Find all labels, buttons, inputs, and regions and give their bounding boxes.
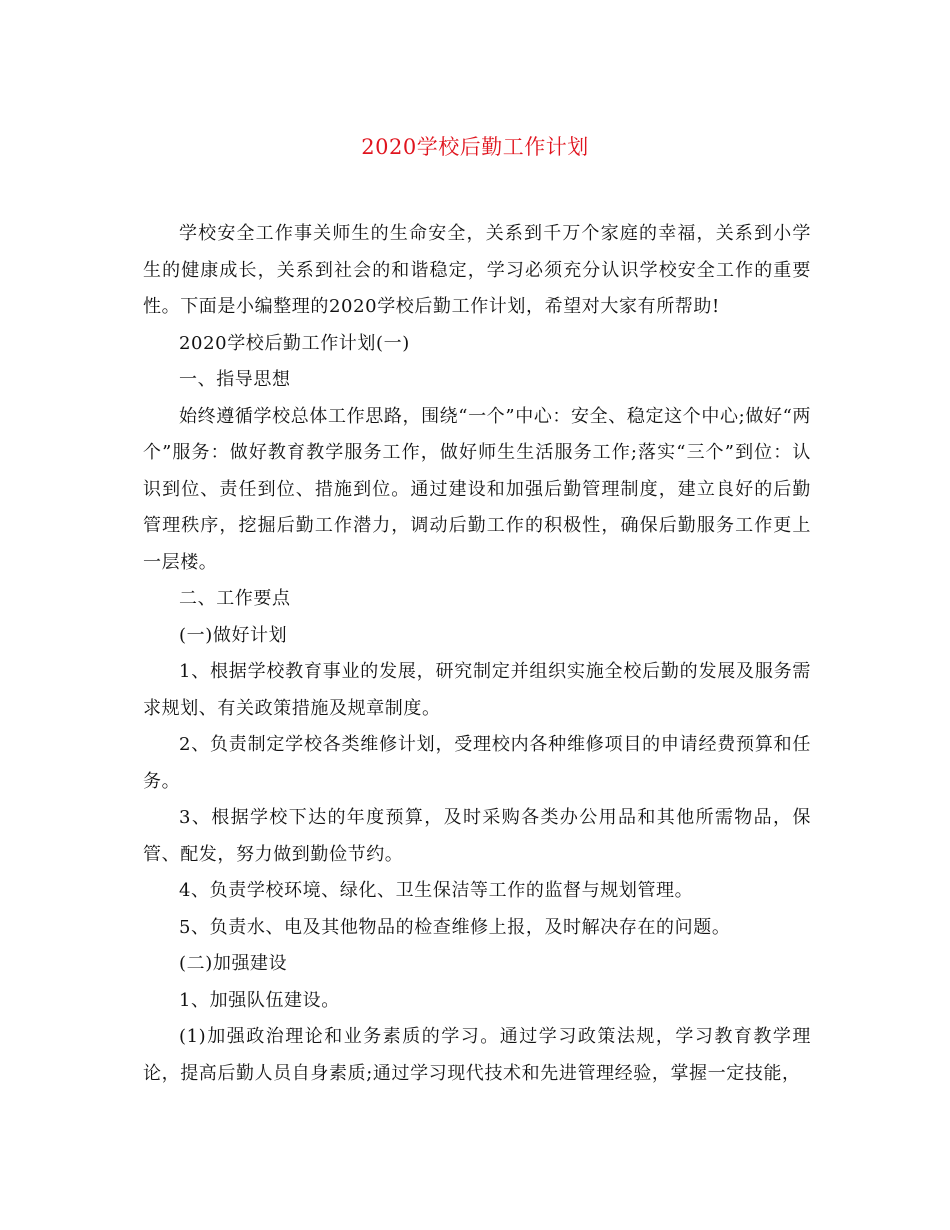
section-heading-guiding-thought: 一、指导思想 — [179, 369, 291, 390]
paragraph-political-study: (1)加强政治理论和业务素质的学习。通过学习政策法规，学习教育教学理论，提高后勤人员自身素质;通过学习现代技术和先进管理经验，掌握一定技能， — [143, 1026, 811, 1084]
list-item-3: 3、根据学校下达的年度预算，及时采购各类办公用品和其他所需物品，保管、配发，努力做到勤俭节约。 — [143, 807, 811, 865]
paragraph-plan-heading: 2020学校后勤工作计划(一) — [179, 332, 410, 354]
list-item-team-building: 1、加强队伍建设。 — [179, 989, 340, 1011]
paragraph-intro: 学校安全工作事关师生的生命安全，关系到千万个家庭的幸福，关系到小学生的健康成长，关系到社会的和谐稳定，学习必须充分认识学校安全工作的重要性。下面是小编整理的2020学校后勤工作计划，希望对大家有所帮助! — [143, 223, 811, 317]
list-item-4: 4、负责学校环境、绿化、卫生保洁等工作的监督与规划管理。 — [179, 880, 694, 901]
paragraph-guiding-thought: 始终遵循学校总体工作思路，围绕“一个”中心：安全、稳定这个中心;做好“两个”服务：做好教育教学服务工作，做好师生生活服务工作;落实“三个”到位：认识到位、责任到位、措施到位。通过建设和加强后勤管理制度，建立良好的后勤管理秩序，挖掘后勤工作潜力，调动后勤工作的积极性，确保后勤服务工作更上一层楼。 — [143, 405, 811, 573]
list-item-5: 5、负责水、电及其他物品的检查维修上报，及时解决存在的问题。 — [179, 916, 731, 938]
subheading-planning: (一)做好计划 — [179, 624, 288, 646]
list-item-2: 2、负责制定学校各类维修计划，受理校内各种维修项目的申请经费预算和任务。 — [143, 734, 811, 792]
document-body — [143, 216, 811, 1092]
document-title: 2020学校后勤工作计划 — [361, 135, 589, 159]
section-heading-work-points: 二、工作要点 — [179, 588, 291, 609]
list-item-1: 1、根据学校教育事业的发展，研究制定并组织实施全校后勤的发展及服务需求规划、有关政策措施及规章制度。 — [143, 661, 811, 719]
subheading-strengthen-construction: (二)加强建设 — [179, 953, 288, 974]
